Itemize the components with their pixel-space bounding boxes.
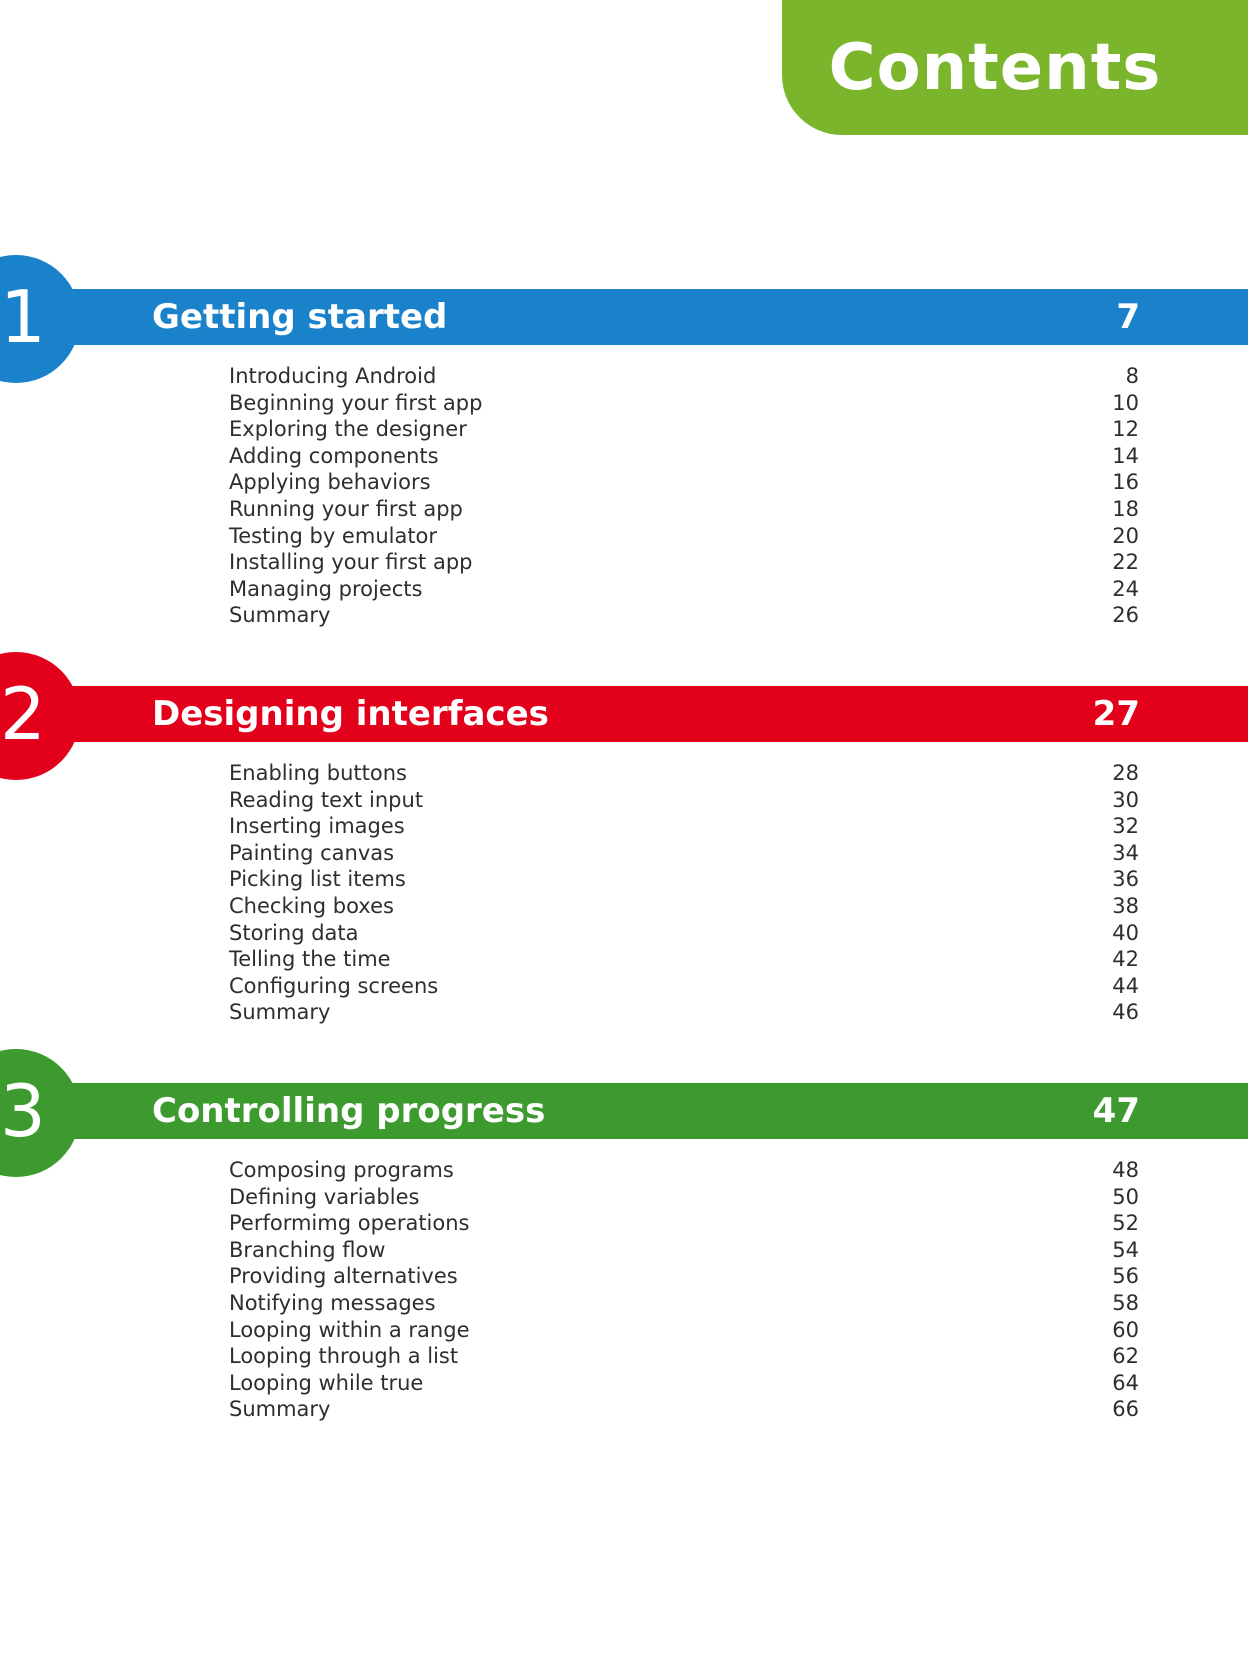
toc-entry[interactable]: [229, 1263, 1139, 1290]
toc-entry[interactable]: [229, 840, 1139, 867]
toc-entry-page: 52: [1112, 1211, 1139, 1236]
toc-entry-title: Performimg operations: [229, 1211, 470, 1236]
toc-entry[interactable]: [229, 549, 1139, 576]
chapter-entry-list: [229, 760, 1139, 1026]
toc-entry[interactable]: [229, 1317, 1139, 1344]
toc-entry-page: 36: [1112, 867, 1139, 892]
chapter-entry-list: [229, 1157, 1139, 1423]
chapter-number: 3: [0, 1069, 46, 1153]
toc-entry-page: 30: [1112, 787, 1139, 812]
toc-entry-page: 14: [1112, 443, 1139, 468]
toc-entry-title: Looping within a range: [229, 1317, 470, 1342]
contents-header-tab: [782, 0, 1248, 135]
toc-entry[interactable]: [229, 760, 1139, 787]
chapter-page-number: 27: [1092, 694, 1140, 734]
toc-entry[interactable]: [229, 576, 1139, 603]
toc-entry-page: 8: [1125, 364, 1139, 388]
toc-entry[interactable]: [229, 1343, 1139, 1370]
toc-entry[interactable]: [229, 893, 1139, 920]
toc-entry[interactable]: [229, 469, 1139, 496]
toc-entry-title: Checking boxes: [229, 893, 394, 918]
toc-entry[interactable]: [229, 496, 1139, 523]
toc-entry-title: Enabling buttons: [229, 761, 407, 785]
toc-entry-title: Looping while true: [229, 1370, 424, 1395]
toc-entry-title: Defining variables: [229, 1184, 420, 1209]
toc-entry-page: 40: [1112, 920, 1139, 945]
toc-entry-page: 48: [1112, 1158, 1139, 1182]
toc-entry-title: Exploring the designer: [229, 417, 467, 442]
toc-entry-title: Picking list items: [229, 867, 406, 892]
toc-entry[interactable]: [229, 363, 1139, 390]
toc-entry-page: 10: [1112, 390, 1139, 415]
toc-entry[interactable]: [229, 1396, 1139, 1423]
chapter-title[interactable]: Designing interfaces: [152, 694, 549, 734]
toc-entry-title: Summary: [229, 1000, 331, 1025]
toc-entry-page: 56: [1112, 1264, 1139, 1289]
toc-entry-title: Providing alternatives: [229, 1264, 458, 1289]
toc-entry-page: 66: [1112, 1397, 1139, 1422]
toc-entry-title: Managing projects: [229, 576, 423, 601]
toc-entry-page: 42: [1112, 947, 1139, 972]
toc-entry-page: 20: [1112, 523, 1139, 548]
toc-entry-page: 54: [1112, 1237, 1139, 1262]
toc-entry[interactable]: [229, 866, 1139, 893]
toc-entry-page: 64: [1112, 1370, 1139, 1395]
toc-entry-title: Summary: [229, 1397, 331, 1422]
toc-entry[interactable]: [229, 1237, 1139, 1264]
toc-entry-title: Configuring screens: [229, 973, 439, 998]
chapter-title[interactable]: Getting started: [152, 297, 448, 337]
page-title: Contents: [828, 30, 1162, 105]
toc-entry[interactable]: [229, 443, 1139, 470]
toc-entry-title: Telling the time: [229, 947, 391, 972]
toc-entry[interactable]: [229, 602, 1139, 629]
toc-entry[interactable]: [229, 416, 1139, 443]
toc-entry[interactable]: [229, 1210, 1139, 1237]
toc-entry-page: 62: [1112, 1344, 1139, 1369]
toc-entry-page: 12: [1112, 417, 1139, 442]
toc-entry-page: 26: [1112, 603, 1139, 628]
toc-entry-title: Looping through a list: [229, 1344, 459, 1369]
toc-entry-page: 24: [1112, 576, 1139, 601]
toc-entry-page: 44: [1112, 973, 1139, 998]
toc-entry[interactable]: [229, 1370, 1139, 1397]
toc-entry[interactable]: [229, 1290, 1139, 1317]
toc-entry-page: 34: [1112, 840, 1139, 865]
toc-entry-title: Composing programs: [229, 1158, 454, 1182]
chapter-page-number: 47: [1092, 1091, 1140, 1131]
toc-entry[interactable]: [229, 973, 1139, 1000]
toc-entry[interactable]: [229, 390, 1139, 417]
toc-entry-title: Beginning your first app: [229, 390, 483, 415]
toc-entry[interactable]: [229, 920, 1139, 947]
toc-entry[interactable]: [229, 1157, 1139, 1184]
toc-entry-title: Adding components: [229, 443, 439, 468]
toc-entry-title: Notifying messages: [229, 1290, 436, 1315]
toc-entry-title: Introducing Android: [229, 364, 437, 388]
toc-entry[interactable]: [229, 813, 1139, 840]
toc-entry-title: Running your first app: [229, 496, 463, 521]
toc-entry-page: 50: [1112, 1184, 1139, 1209]
toc-entry-page: 18: [1112, 496, 1139, 521]
toc-entry[interactable]: [229, 1184, 1139, 1211]
toc-entry-page: 16: [1112, 470, 1139, 495]
toc-entry-title: Testing by emulator: [229, 523, 438, 548]
toc-entry-page: 22: [1112, 550, 1139, 575]
toc-entry-page: 28: [1112, 761, 1139, 785]
toc-entry-page: 58: [1112, 1290, 1139, 1315]
chapter-title[interactable]: Controlling progress: [152, 1091, 546, 1131]
toc-entry-title: Installing your first app: [229, 550, 473, 575]
toc-entry-title: Inserting images: [229, 814, 405, 839]
toc-entry-title: Branching flow: [229, 1237, 386, 1262]
toc-entry-title: Storing data: [229, 920, 359, 945]
chapter-entry-list: [229, 363, 1139, 629]
toc-entry[interactable]: [229, 946, 1139, 973]
toc-entry-title: Applying behaviors: [229, 470, 431, 495]
chapter-number: 1: [0, 275, 46, 359]
chapter-page-number: 7: [1116, 297, 1140, 337]
toc-entry-page: 46: [1112, 1000, 1139, 1025]
toc-entry[interactable]: [229, 523, 1139, 550]
toc-entry-title: Summary: [229, 603, 331, 628]
toc-entry[interactable]: [229, 999, 1139, 1026]
toc-entry-title: Reading text input: [229, 787, 424, 812]
chapter-number: 2: [0, 672, 46, 756]
toc-entry-page: 38: [1112, 893, 1139, 918]
toc-entry-page: 32: [1112, 814, 1139, 839]
toc-entry-title: Painting canvas: [229, 840, 395, 865]
toc-entry[interactable]: [229, 787, 1139, 814]
toc-entry-page: 60: [1112, 1317, 1139, 1342]
